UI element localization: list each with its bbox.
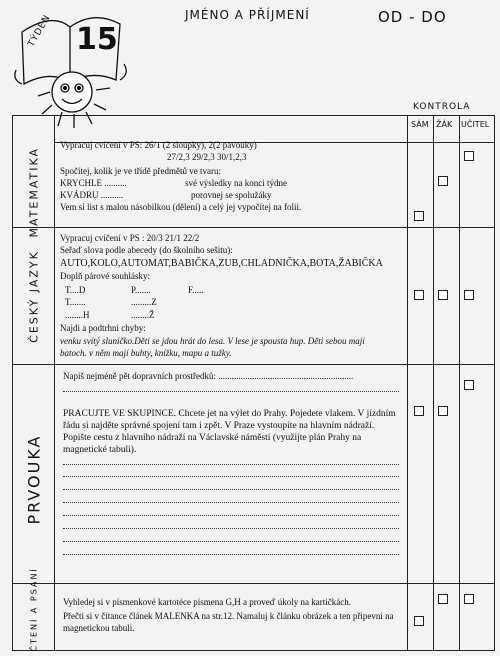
czech-line-1: Vypracuj cvičení v PS : 20/3 21/1 22/2 <box>60 233 200 243</box>
subject-cteni-psani: ČTENÍ A PSANÍ <box>29 567 39 652</box>
pair-consonant-3: F..... <box>188 285 204 295</box>
checkbox-reading-ucitel[interactable] <box>464 594 474 604</box>
pair-consonant-5: .........Z <box>131 297 157 307</box>
answer-line <box>63 502 399 503</box>
checkbox-math-sam[interactable] <box>414 211 424 221</box>
answer-line <box>63 476 399 477</box>
czech-line-3: AUTO,KOLO,AUTOMAT,BABIČKA,ZUB,CHLADNIČKA,BOTA,ŽABIČKA <box>60 258 383 269</box>
column-header-zak: ŽÁK <box>436 120 453 129</box>
name-label: JMÉNO A PŘÍJMENÍ <box>185 8 310 22</box>
czech-line-6: venku svítý sluníčko.Děti se jdou hrát do lesa. V lese je spousta hup. Děti sebou mají <box>60 336 365 346</box>
math-line-4a: KRYCHLE .......... <box>60 178 127 188</box>
subject-matematika: MATEMATIKA <box>27 146 41 238</box>
pair-consonant-2: P....... <box>131 285 151 295</box>
reading-line-2: Přečti si v čítance článek MALENKA na str.12. Namaluj k článku obrázek a ten připevni na magnetickou tabuli. <box>63 611 394 633</box>
column-header-sam: SÁM <box>411 120 429 129</box>
answer-line <box>63 541 399 542</box>
subject-column-divider <box>54 116 55 650</box>
column-header-ucitel: UČITEL <box>461 120 490 129</box>
czech-line-4: Doplň párové souhlásky: <box>60 271 150 281</box>
row-divider-1 <box>13 227 494 228</box>
prvouka-line-2: PRACUJTE VE SKUPINCE. Chcete jet na výlet do Prahy. Pojedete vlakem. V jízdním řádu si najděte správné spojení tam i zpět. V Praze vystoupíte na hlavním nádraží. Popište cestu z hlavního nádraží na Václavské náměstí (využijte plán Prahy na magnetické tabuli). <box>63 409 396 455</box>
column-divider-sam <box>407 116 408 650</box>
row-divider-2 <box>13 364 494 365</box>
pair-consonant-7: ........Ž <box>131 310 155 320</box>
kontrola-label: KONTROLA <box>413 102 471 112</box>
math-line-5b: porovnej se spolužáky <box>191 190 272 200</box>
row-divider-3 <box>13 583 494 584</box>
checkbox-math-ucitel[interactable] <box>464 151 474 161</box>
math-line-2: 27/2,3 29/2,3 30/1,2,3 <box>167 152 247 162</box>
answer-line <box>63 528 399 529</box>
math-line-4b: své výsledky na konci týdne <box>185 178 287 188</box>
answer-line <box>63 489 399 490</box>
answer-line <box>63 464 399 465</box>
date-range-label: OD - DO <box>378 8 447 26</box>
checkbox-czech-zak[interactable] <box>438 290 448 300</box>
checkbox-prvouka-ucitel[interactable] <box>464 380 474 390</box>
czech-line-7: batoch. v něm mají buhty, knížku, mapu a tužky. <box>60 348 232 358</box>
math-line-1: Vypracuj cvičení v PS: 26/1 (2 sloupky), 2(2 pavouky) <box>60 140 257 150</box>
math-line-3: Spočítej, kolik je ve třídě předmětů ve tvaru: <box>60 166 221 176</box>
answer-line <box>63 554 399 555</box>
checkbox-czech-sam[interactable] <box>414 290 424 300</box>
czech-line-2: Seřaď slova podle abecedy (do školního sešitu): <box>60 245 233 255</box>
czech-line-5: Najdi a podtrhni chyby: <box>60 323 146 333</box>
checkbox-reading-sam[interactable] <box>414 616 424 626</box>
checkbox-prvouka-sam[interactable] <box>414 406 424 416</box>
prvouka-line-1: Napiš nejméně pět dopravních prostředků: ............................................................ <box>63 371 354 381</box>
pair-consonant-6: ........H <box>65 310 90 320</box>
column-divider-ucitel <box>459 116 460 650</box>
pair-consonant-1: T....D <box>65 285 86 295</box>
math-line-5a: KVÁDRU .......... <box>60 190 124 200</box>
checkbox-math-zak[interactable] <box>438 176 448 186</box>
week-number: 15 <box>76 22 118 57</box>
week-label: TÝDEN <box>26 13 53 49</box>
checkbox-reading-zak[interactable] <box>438 594 448 604</box>
task-table <box>12 115 495 651</box>
subject-prvouka: PRVOUKA <box>24 434 44 525</box>
answer-line <box>63 391 399 392</box>
checkbox-czech-ucitel[interactable] <box>464 290 474 300</box>
pair-consonant-4: T....... <box>65 297 86 307</box>
subject-cesky-jazyk: ČESKÝ JAZYK <box>27 250 41 343</box>
column-divider-zak <box>433 116 434 650</box>
reading-line-1: Vyhledej si v písmenkové kartotéce písmena G,H a proveď úkoly na kartičkách. <box>63 597 351 607</box>
checkbox-prvouka-zak[interactable] <box>438 406 448 416</box>
answer-line <box>63 515 399 516</box>
math-line-6: Vem si list s malou násobilkou (dělení) a celý jej vypočítej na folii. <box>60 202 302 212</box>
